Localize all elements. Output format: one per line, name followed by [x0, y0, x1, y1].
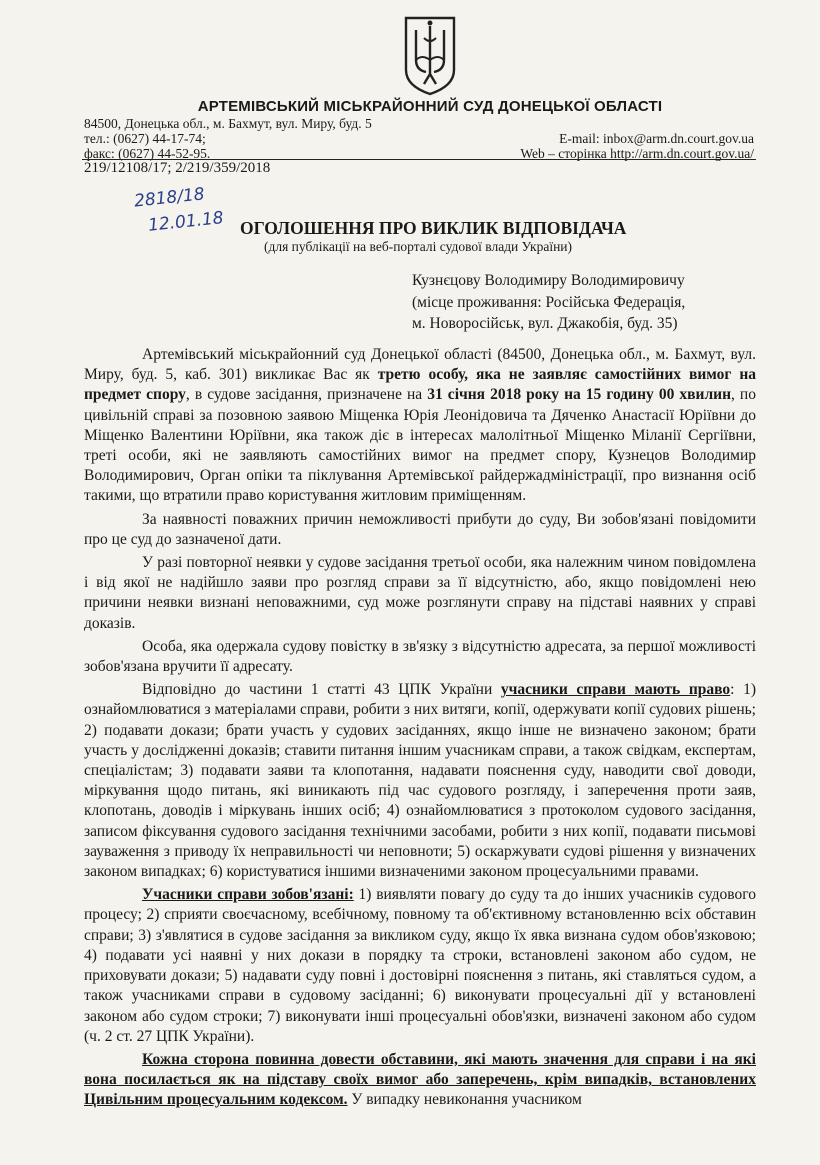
coat-of-arms-icon [400, 14, 460, 98]
text: : 1) ознайомлюватися з матеріалами справи, робити з них витяги, копії, одержувати копії судових рішень; 2) подавати докази; брати участь у судових засіданнях, якщо інше не визначено законом; брати участь у дослідженні доказів; ставити питання іншим учасникам справи, а також свідкам, експертам, спеціалістам; 3) подавати заяви та клопотання, надавати пояснення суду, наводити свої доводи, міркування щодо питань, які виникають під час судового розгляду, і заперечення проти заяв, клопотань, доводів і міркувань інших осіб; 4) ознайомлюватися з протоколом судового засідання, записом фіксування судового засідання технічними засобами, робити з них копії, подавати письмові зауваження з приводу їх неправильності чи неповноти; 5) оскаржувати судові рішення у визначених законом випадках; 6) користуватися іншими визначеними законом процесуальними правами. [84, 681, 756, 881]
paragraph-summons [84, 345, 756, 507]
court-name: АРТЕМІВСЬКИЙ МІСЬКРАЙОННИЙ СУД ДОНЕЦЬКОЇ ОБЛАСТІ [197, 98, 663, 115]
addressee-residence-line1: (місце проживання: Російська Федерація, [412, 293, 686, 311]
addressee-residence-line2: м. Новоросійськ, вул. Джакобія, буд. 35) [412, 315, 678, 332]
notice-title: ОГОЛОШЕННЯ ПРО ВИКЛИК ВІДПОВІДАЧА [240, 218, 627, 238]
text: Артемівський міськрайонний суд Донецької області (84500, Донецька обл., м. Бахмут, вул. Миру, буд. 5, каб. 301) викликає Вас як [84, 346, 756, 384]
duties-heading: Учасники справи зобов'язані: [142, 886, 354, 904]
handwritten-date: 12.01.18 [147, 208, 225, 236]
court-website: Web – сторінка http://arm.dn.court.gov.ua/ [520, 146, 754, 161]
text: , по цивільній справі за позовною заявою Міщенка Юрія Леонідовича та Дяченко Анастасії Юріївни до Міщенко Валентини Юріївни, яка також діє в інтересах малолітньої Міщенко Міланії Сергіївни, треті особи, які не заявляють самостійних вимог на предмет спору, Кузнецов Володимир Володимирович, Орган опіки та піклування Артемівської райдержадміністрації, про визнання осіб такими, що втратили право користування житловим приміщенням. [84, 386, 756, 505]
party-status: третю особу, яка не заявляє самостійних вимог на предмет спору [84, 366, 757, 404]
case-numbers: 219/12108/17; 2/219/359/2018 [84, 160, 271, 176]
paragraph-summons-delivery: Особа, яка одержала судову повістку в зв'язку з відсутністю адресата, за першої можливості зобов'язана вручити її адресату. [84, 637, 756, 676]
paragraph-participant-duties [84, 885, 756, 1047]
paragraph-burden-of-proof [84, 1050, 756, 1111]
court-email: E-mail: inbox@arm.dn.court.gov.ua [559, 131, 754, 146]
hearing-datetime: 31 січня 2018 року на 15 годину 00 хвилин [427, 386, 731, 404]
court-phone: тел.: (0627) 44-17-74; [84, 131, 206, 146]
paragraph-participant-rights [84, 680, 756, 882]
notice-body [84, 345, 756, 1114]
notice-subtitle: (для публікації на веб-порталі судової влади України) [264, 239, 573, 254]
text: 1) виявляти повагу до суду та до інших учасників судового процесу; 2) сприяти своєчасному, всебічному, повному та об'єктивному встановленню всіх обставин справи; 3) з'являтися в судове засідання за викликом суду, якщо їх явка визнана судом обов'язковою; 4) подавати усі наявні у них докази в порядку та строки, встановлені законом або судом, не приховувати докази; 5) надавати суду повні і достовірні пояснення з питань, які ставляться судом, а також учасниками справи в судовому засіданні; 6) виконувати процесуальні дії у встановлені законом або судом строки; 7) виконувати інші процесуальні обов'язки, визначені законом або судом (ч. 2 ст. 27 ЦПК України). [84, 886, 756, 1045]
text: У випадку невиконання учасником [347, 1091, 582, 1109]
handwritten-registration-number: 2818/18 [133, 184, 206, 212]
rights-heading: учасники справи мають право [500, 681, 731, 699]
text: , в судове засідання, призначене на [185, 386, 428, 404]
court-fax: факс: (0627) 44-52-95. [84, 146, 211, 161]
paragraph-absence-notice: За наявності поважних причин неможливості прибути до суду, Ви зобов'язані повідомити про це суд до зазначеної дати. [84, 510, 756, 548]
addressee-block [412, 270, 685, 335]
text: Відповідно до частини 1 статті 43 ЦПК України [142, 681, 501, 699]
paragraph-repeat-absence: У разі повторної неявки у судове засідання третьої особи, яка належним чином повідомлена і від якої не надійшло заяви про розгляд справи за її відсутністю, або, якщо повідомлені нею причини неявки визнані неповажними, суд може розглянути справу на підставі наявних у справі доказів. [84, 554, 756, 632]
addressee-name: Кузнєцову Володимиру Володимировичу [412, 272, 685, 289]
burden-of-proof-statement: Кожна сторона повинна довести обставини, які мають значення для справи і на які вона посилається як на підставу своїх вимог або заперечень, крім випадків, встановлених Цивільним процесуальним кодексом. [84, 1050, 756, 1109]
court-address: 84500, Донецька обл., м. Бахмут, вул. Миру, буд. 5 [84, 116, 372, 131]
